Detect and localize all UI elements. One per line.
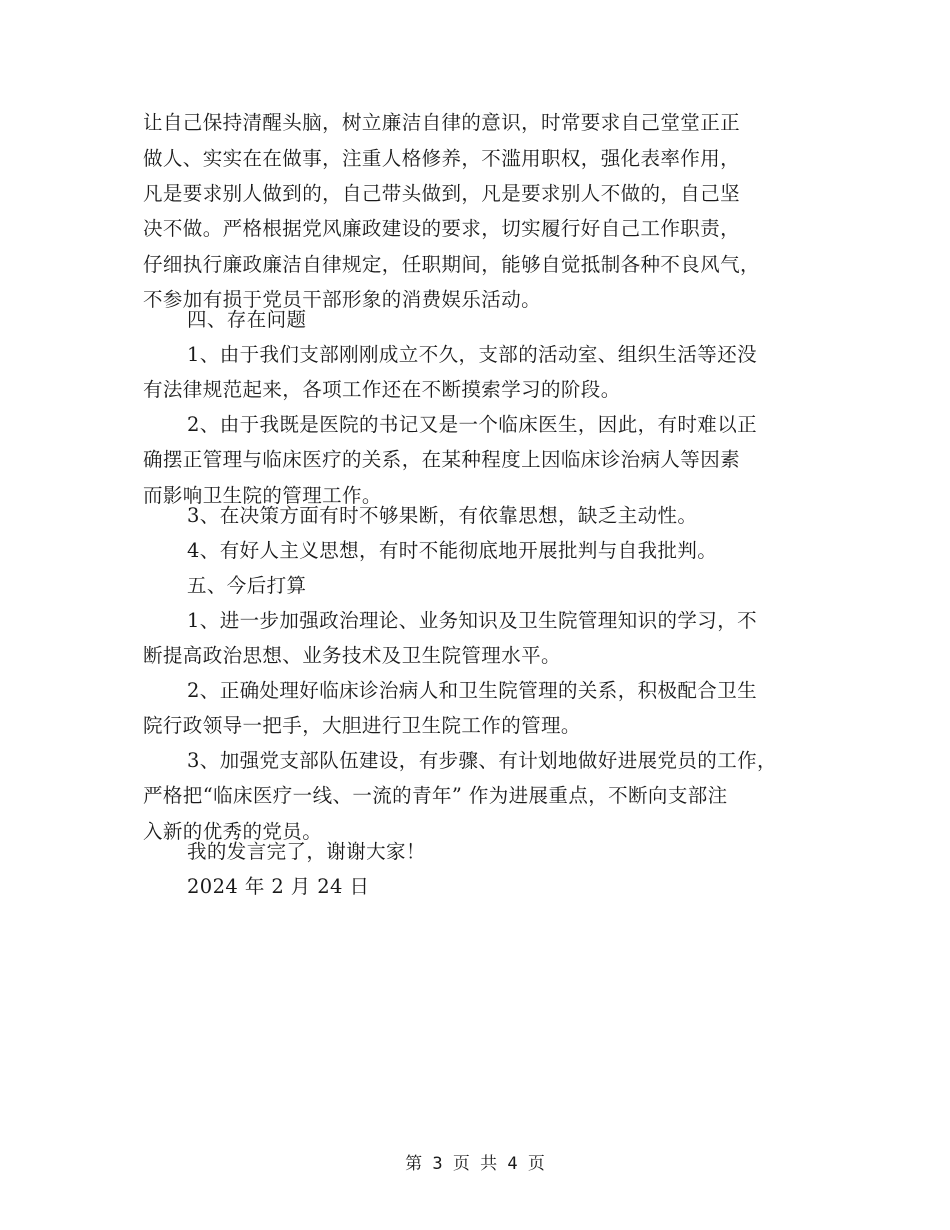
page-number-footer: 第 3 页 共 4 页: [405, 1154, 545, 1174]
text-line: 2、正确处理好临床诊治病人和卫生院管理的关系，积极配合卫生: [187, 679, 758, 702]
text-line: 断提高政治思想、业务技术及卫生院管理水平。: [143, 644, 561, 667]
text-line: 决不做。严格根据党风廉政建设的要求，切实履行好自己工作职责，: [143, 217, 741, 240]
text-line: 3、加强党支部队伍建设，有步骤、有计划地做好进展党员的工作，: [187, 749, 777, 772]
text-line: 确摆正管理与临床医疗的关系，在某种程度上因临床诊治病人等因素: [143, 448, 741, 471]
date-line: 2024 年 2 月 24 日: [187, 875, 370, 898]
text-line: 严格把“临床医疗一线、一流的青年” 作为进展重点，不断向支部注: [143, 784, 728, 807]
closing-line: 我的发言完了，谢谢大家！: [187, 840, 426, 863]
section-heading: 四、存在问题: [187, 308, 307, 331]
text-line: 不参加有损于党员干部形象的消费娱乐活动。: [143, 288, 542, 311]
text-line: 让自己保持清醒头脑，树立廉洁自律的意识，时常要求自己堂堂正正: [143, 111, 741, 134]
text-line: 4、有好人主义思想，有时不能彻底地开展批判与自我批判。: [187, 539, 718, 562]
text-line: 而影响卫生院的管理工作。: [143, 484, 382, 507]
text-line: 凡是要求别人做到的，自己带头做到，凡是要求别人不做的，自己坚: [143, 182, 741, 205]
section-heading: 五、今后打算: [187, 574, 307, 597]
text-line: 2、由于我既是医院的书记又是一个临床医生，因此，有时难以正: [187, 413, 758, 436]
text-line: 院行政领导一把手，大胆进行卫生院工作的管理。: [143, 714, 581, 737]
text-line: 入新的优秀的党员。: [143, 820, 323, 843]
text-line: 有法律规范起来，各项工作还在不断摸索学习的阶段。: [143, 378, 621, 401]
text-line: 仔细执行廉政廉洁自律规定，任职期间，能够自觉抵制各种不良风气，: [143, 253, 760, 276]
text-line: 1、进一步加强政治理论、业务知识及卫生院管理知识的学习，不: [187, 609, 758, 632]
text-line: 做人、实实在在做事，注重人格修养，不滥用职权，强化表率作用，: [143, 147, 741, 170]
text-line: 1、由于我们支部刚刚成立不久，支部的活动室、组织生活等还没: [187, 343, 758, 366]
text-line: 3、在决策方面有时不够果断，有依靠思想，缺乏主动性。: [187, 504, 698, 527]
